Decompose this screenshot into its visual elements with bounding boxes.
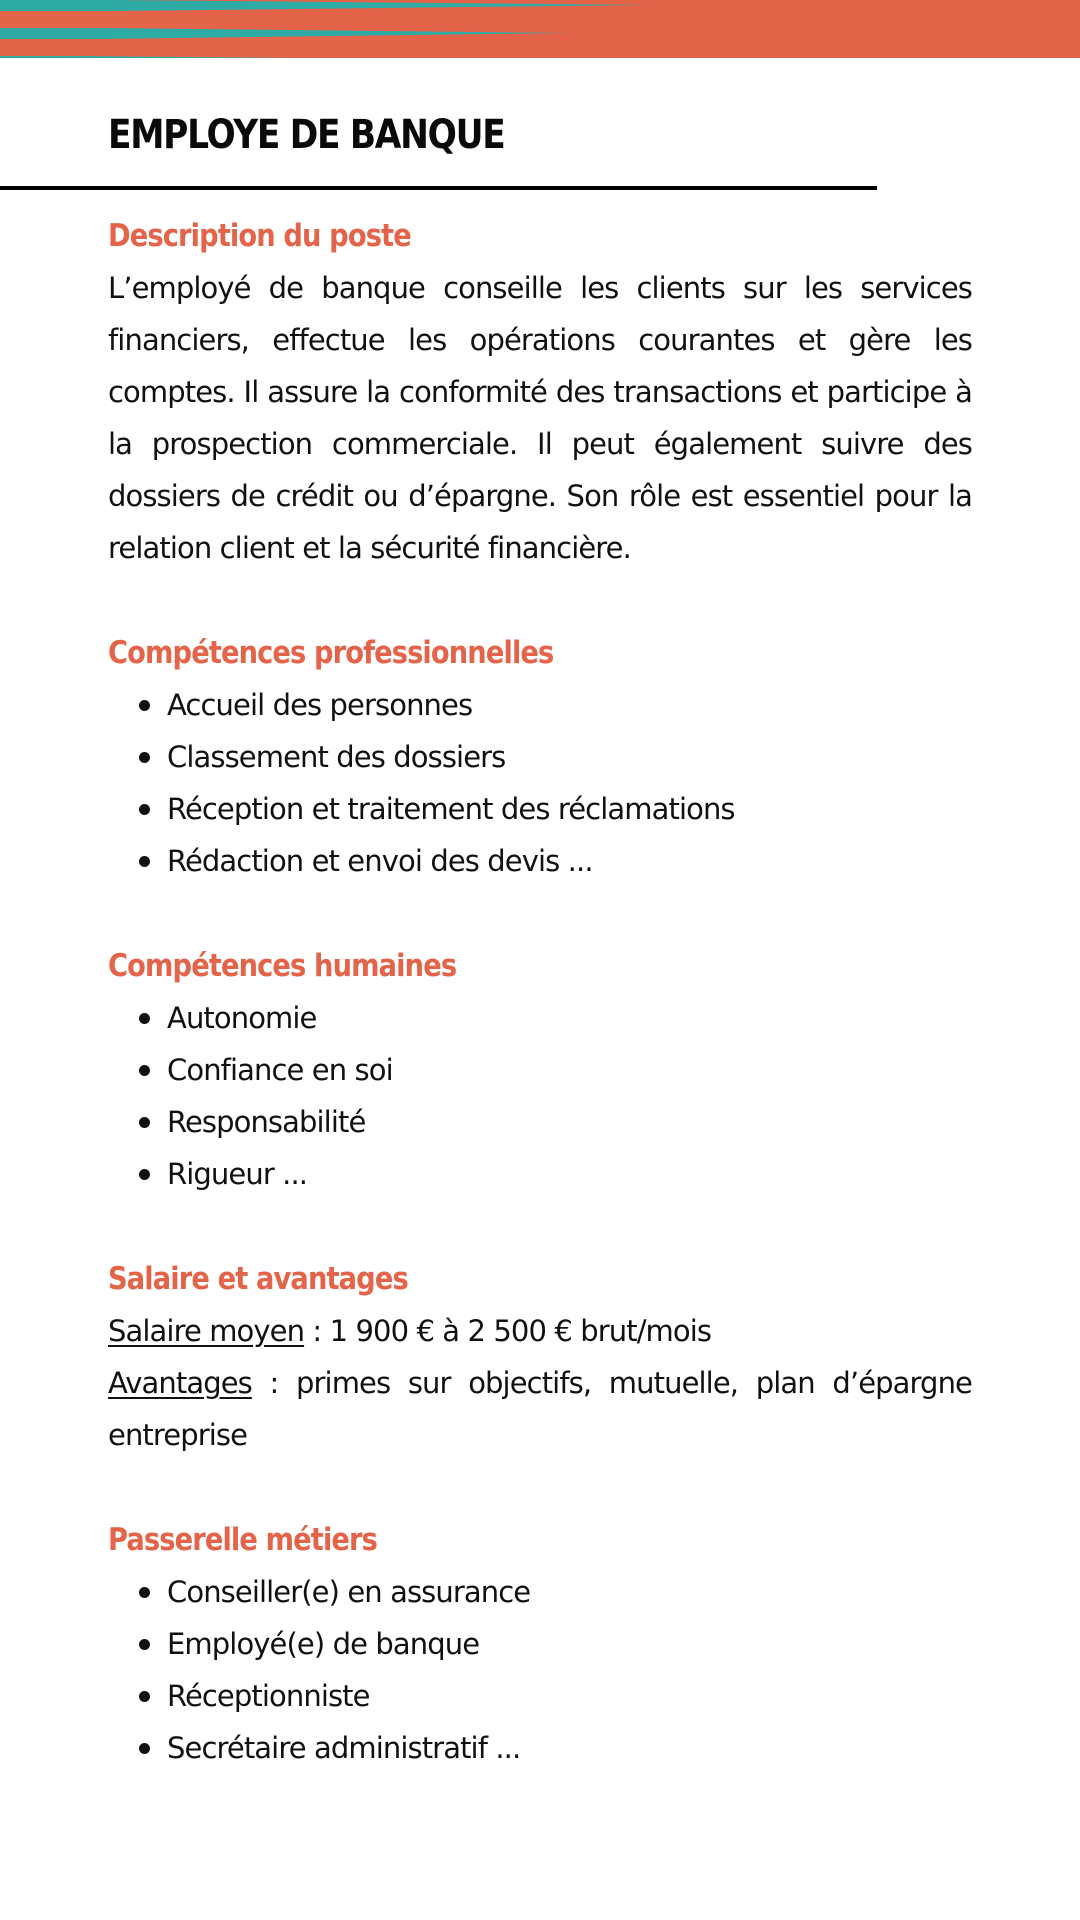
list-item: Réceptionniste (108, 1670, 972, 1722)
salary-label: Salaire moyen (108, 1314, 305, 1348)
bullet-icon (139, 700, 150, 711)
bullet-icon (139, 1117, 150, 1128)
bullet-icon (139, 1587, 150, 1598)
bullet-icon (139, 1691, 150, 1702)
bullet-icon (139, 804, 150, 815)
teal-stripes-decoration (0, 0, 1080, 58)
section-professional-skills (108, 627, 972, 887)
bullet-icon (139, 1013, 150, 1024)
human-skills-list (108, 992, 972, 1200)
section-heading: Description du poste (108, 218, 411, 254)
list-item: Secrétaire administratif ... (108, 1722, 972, 1774)
section-heading: Passerelle métiers (108, 1522, 377, 1558)
list-item: Autonomie (108, 992, 972, 1044)
professional-skills-list (108, 679, 972, 887)
description-text: L’employé de banque conseille les clients sur les services financiers, effectue les opérations courantes et gère les comptes. Il assure la conformité des transactions et participe à la prospection commerciale. Il peut également suivre des dossiers de crédit ou d’épargne. Son rôle est essentiel pour la relation client et la sécurité financière. (108, 271, 972, 565)
decorative-header-band (0, 0, 1080, 58)
list-item: Conseiller(e) en assurance (108, 1566, 972, 1618)
benefits-label: Avantages (108, 1366, 252, 1400)
bullet-icon (139, 1169, 150, 1180)
list-item: Confiance en soi (108, 1044, 972, 1096)
bullet-icon (139, 752, 150, 763)
list-item: Responsabilité (108, 1096, 972, 1148)
job-sheet-content (108, 210, 972, 1774)
salary-line (108, 1305, 972, 1357)
section-career-paths (108, 1514, 972, 1774)
section-heading: Compétences humaines (108, 948, 457, 984)
list-item: Rigueur ... (108, 1148, 972, 1200)
section-description (108, 210, 972, 574)
bullet-icon (139, 1743, 150, 1754)
list-item: Réception et traitement des réclamations (108, 783, 972, 835)
career-paths-list (108, 1566, 972, 1774)
list-item: Employé(e) de banque (108, 1618, 972, 1670)
benefits-line (108, 1357, 972, 1461)
list-item: Classement des dossiers (108, 731, 972, 783)
bullet-icon (139, 856, 150, 867)
benefits-value: : primes sur objectifs, mutuelle, plan d’épargne entreprise (108, 1366, 972, 1452)
bullet-icon (139, 1639, 150, 1650)
section-salary (108, 1253, 972, 1461)
list-item: Accueil des personnes (108, 679, 972, 731)
bullet-icon (139, 1065, 150, 1076)
salary-value: : 1 900 € à 2 500 € brut/mois (304, 1314, 712, 1348)
section-heading: Compétences professionnelles (108, 635, 554, 671)
page-title: EMPLOYE DE BANQUE (108, 112, 505, 158)
section-heading: Salaire et avantages (108, 1261, 408, 1297)
section-human-skills (108, 940, 972, 1200)
title-divider (0, 186, 877, 190)
list-item: Rédaction et envoi des devis ... (108, 835, 972, 887)
